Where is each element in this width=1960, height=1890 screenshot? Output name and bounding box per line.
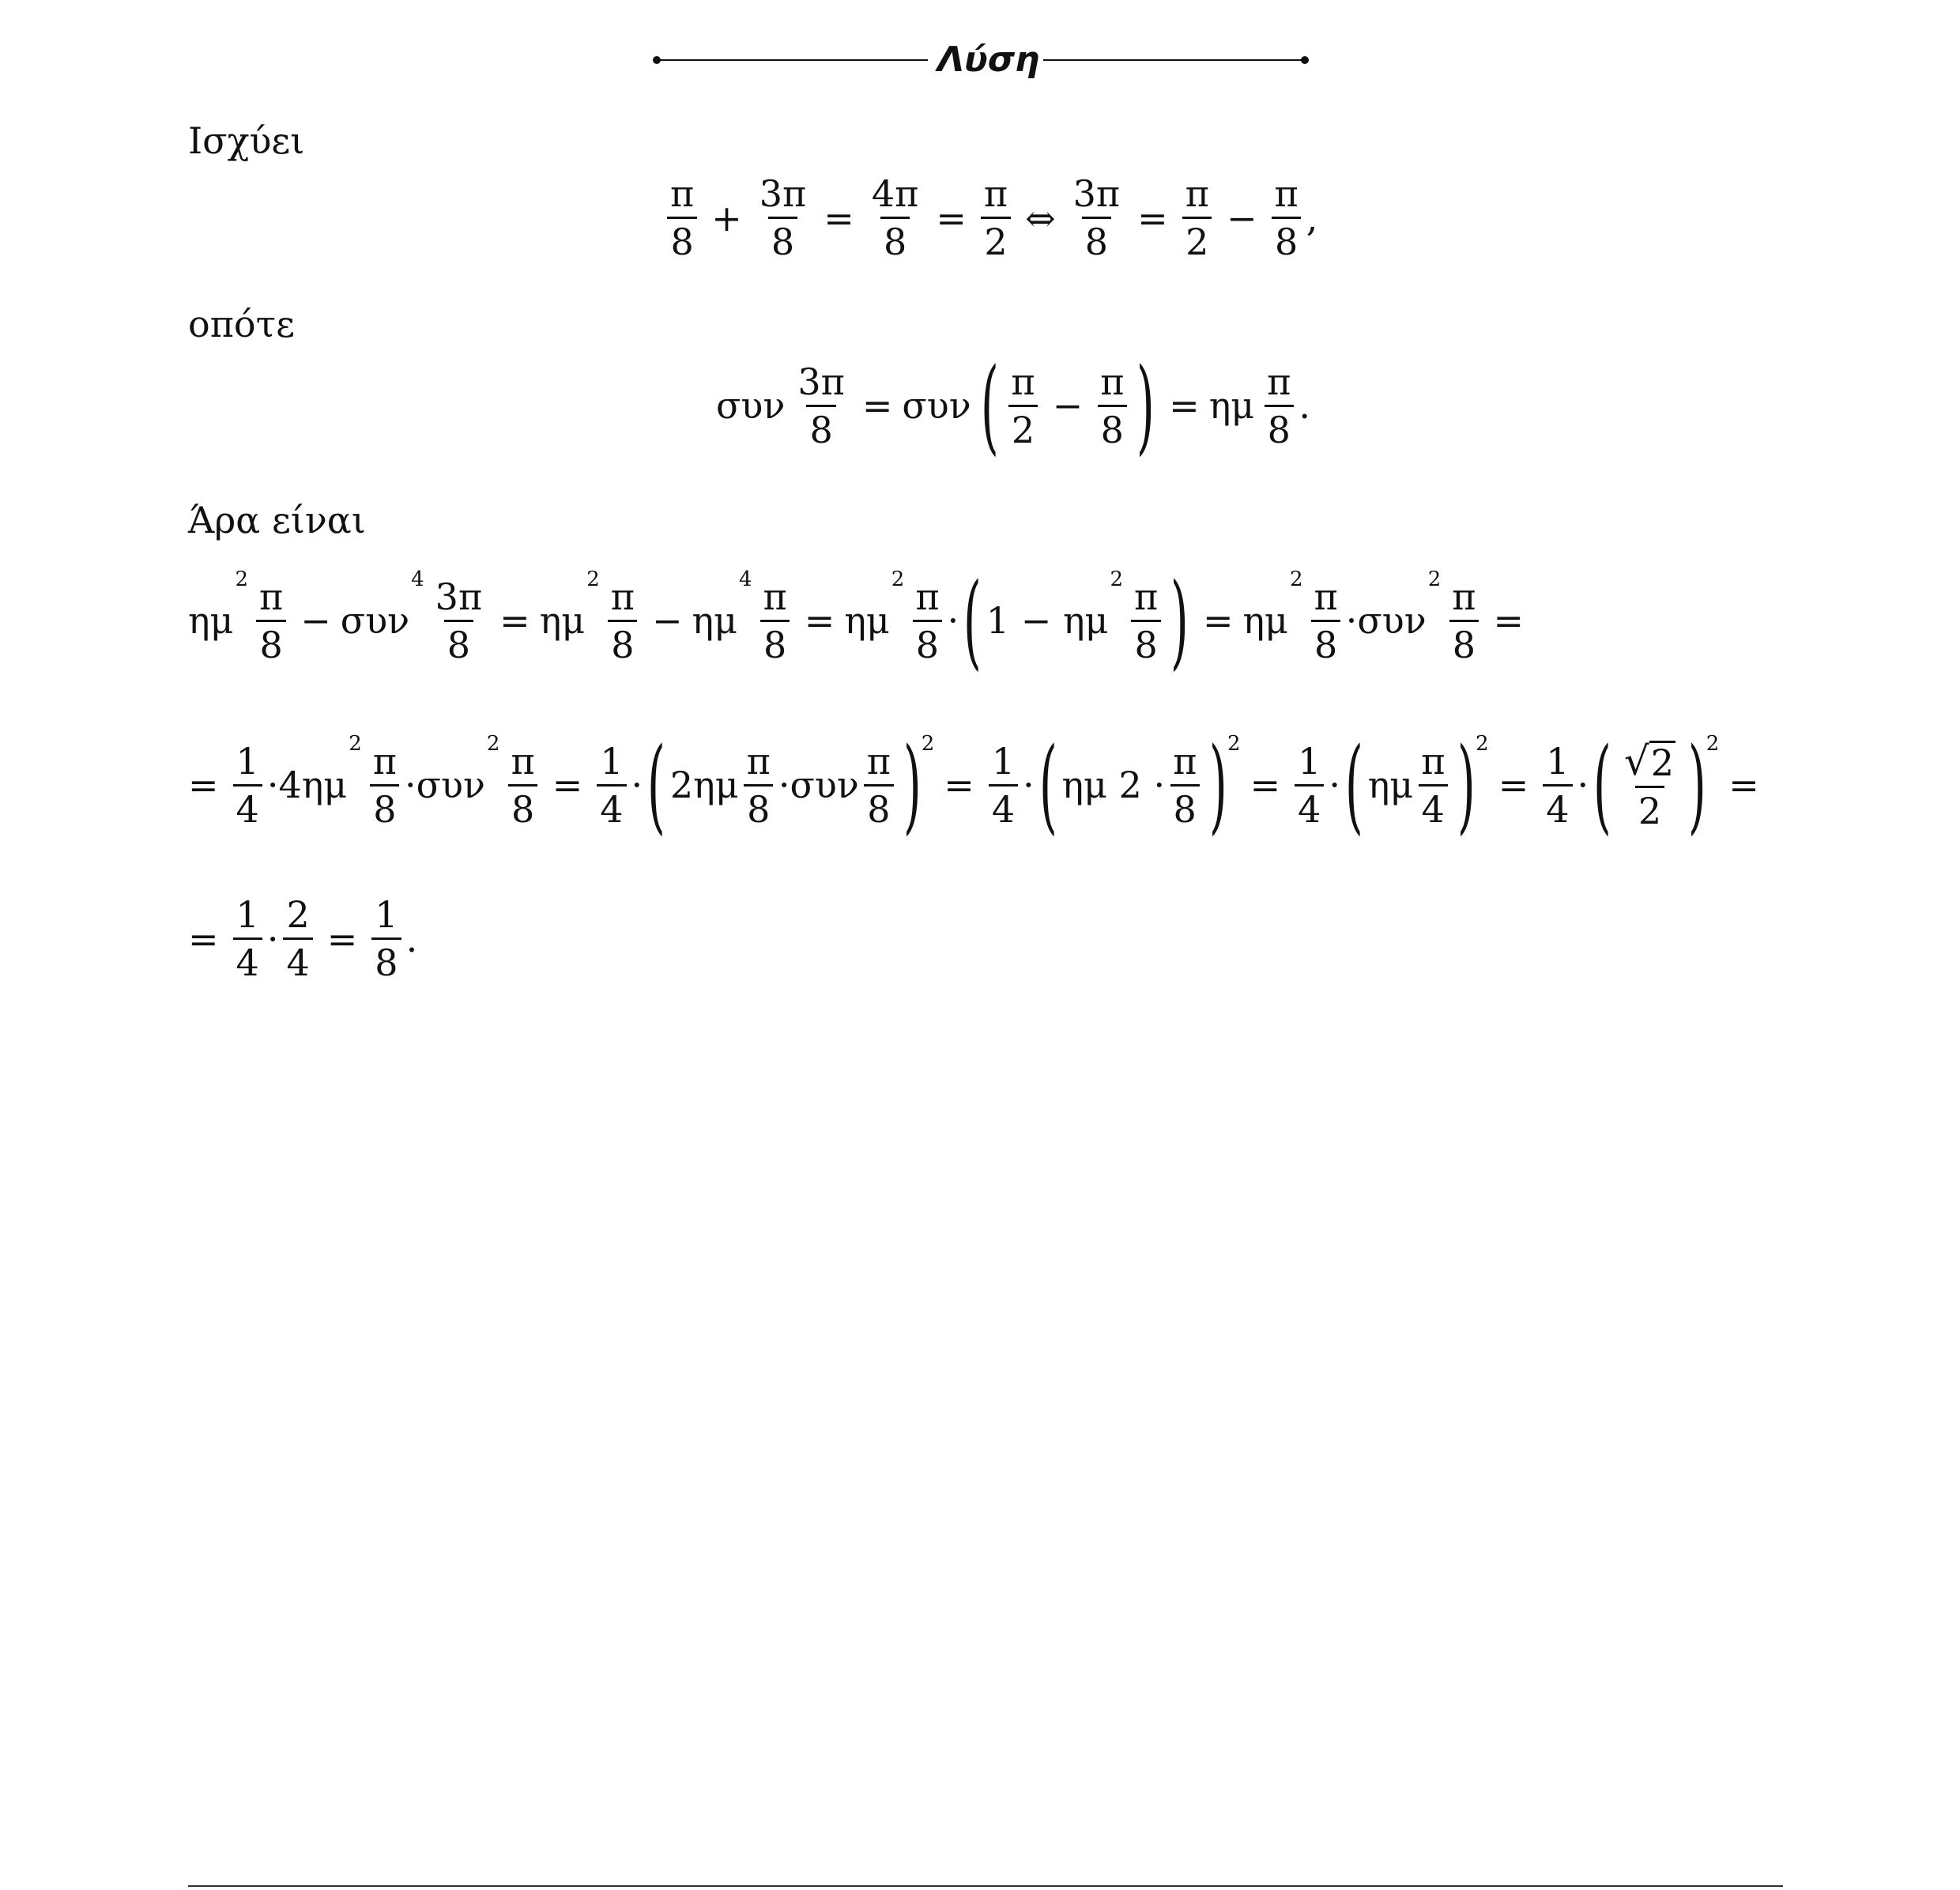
solution-title: Λύση [937, 40, 1040, 80]
fraction: $\frac{3\pi}{8}$ [797, 360, 845, 451]
fraction: $\frac{\pi}{8}$ [912, 579, 942, 663]
footer-rule [188, 1885, 1783, 1887]
solution-header [653, 35, 1309, 85]
fraction: $\frac{\pi}{8}$ [1271, 175, 1301, 260]
fraction: $\frac{\pi}{8}$ [1311, 579, 1341, 663]
header-rule-left [659, 59, 928, 61]
fraction: $\frac{\pi}{2}$ [1008, 364, 1038, 448]
equation-3-line-3: = $\frac{1}{4}$ · $\frac{2}{4}$ = $\frac{1}{8}$ . [188, 893, 418, 984]
fraction: $\frac{1}{4}$ [233, 743, 262, 828]
fraction: $\frac{\pi}{8}$ [256, 579, 286, 663]
equation-1: $\frac{\pi}{8}$ + $\frac{3\pi}{8}$ = $\frac{4\pi}{8}$ = $\frac{\pi}{2}$ ⇔ $\frac{3\pi}{8}$ = $\frac{\pi}{2}$ − $\frac{\pi}{8}$ , [662, 175, 1317, 260]
therefore-text: Άρα είναι [188, 499, 366, 541]
fraction: $\frac{\pi}{2}$ [1182, 175, 1212, 260]
equation-3-line-1: ημ 2 $\frac{\pi}{8}$ − συν 4 $\frac{3\pi}{8}$ = ημ 2 $\frac{\pi}{8}$ − ημ 4 $\frac{\pi}{8}$ = ημ 2 $\frac{\pi}{8}$ · ( 1 − ημ 2 $\frac{\pi}{8}$ ) = ημ 2 $\frac{\pi}{8}$ · συν 2 $\frac{\pi}{8}$ = [188, 560, 1525, 681]
fraction: $\frac{\pi}{8}$ [1131, 579, 1161, 663]
fraction: $\frac{\pi}{8}$ [1449, 579, 1479, 663]
fraction: $\frac{\pi}{8}$ [744, 743, 774, 828]
then-text: οπότε [188, 303, 295, 345]
fraction: $\frac{\pi}{8}$ [667, 175, 697, 260]
fraction: $\frac{3\pi}{8}$ [435, 575, 483, 666]
fraction: $\frac{1}{4}$ [1543, 743, 1572, 828]
fraction: $\frac{4\pi}{8}$ [871, 172, 919, 263]
fraction: $\frac{1}{4}$ [1295, 743, 1324, 828]
intro-text: Ισχύει [188, 119, 305, 162]
fraction: $\frac{3\pi}{8}$ [759, 172, 807, 263]
header-rule-right [1043, 59, 1304, 61]
fraction: $\frac{1}{8}$ [371, 896, 401, 981]
fraction: $\frac{1}{4}$ [989, 743, 1018, 828]
header-dot-right [1301, 56, 1309, 64]
fraction: $\frac{\pi}{8}$ [1264, 364, 1294, 448]
fraction: $\frac{\pi}{8}$ [608, 579, 638, 663]
fraction: $\frac{\pi}{8}$ [864, 743, 894, 828]
equation-3-line-2: = $\frac{1}{4}$ · 4ημ 2 $\frac{\pi}{8}$ · συν 2 $\frac{\pi}{8}$ = $\frac{1}{4}$ · ( 2ημ $\frac{\pi}{8}$ · συν $\frac{\pi}{8}$ ) 2 = $\frac{1}{4}$ · ( ημ 2 · $\frac{\pi}{8}$ ) 2 = $\frac{1}{4}$ · ( ημ $\frac{\pi}{4}$ ) 2 = $\frac{1}{4}$ · ( √ 2 2 ) 2 = [188, 725, 1759, 845]
fraction: $\frac{\pi}{8}$ [1170, 743, 1200, 828]
fraction: $\frac{\pi}{2}$ [981, 175, 1011, 260]
fraction: $\frac{\pi}{4}$ [1418, 743, 1448, 828]
fraction: $\frac{1}{4}$ [597, 743, 626, 828]
fraction: $\frac{1}{4}$ [233, 896, 262, 981]
fraction: $\frac{\pi}{8}$ [507, 743, 537, 828]
fraction: $\frac{3\pi}{8}$ [1072, 172, 1121, 263]
fraction: √ 2 2 [1623, 738, 1675, 832]
fraction: $\frac{\pi}{8}$ [760, 579, 790, 663]
fraction: $\frac{\pi}{8}$ [370, 743, 400, 828]
fraction: $\frac{2}{4}$ [283, 896, 312, 981]
fraction: $\frac{\pi}{8}$ [1097, 364, 1127, 448]
equation-2: συν $\frac{3\pi}{8}$ = συν ( $\frac{\pi}{2}$ − $\frac{\pi}{8}$ ) = ημ $\frac{\pi}{8}$ . [716, 345, 1311, 466]
